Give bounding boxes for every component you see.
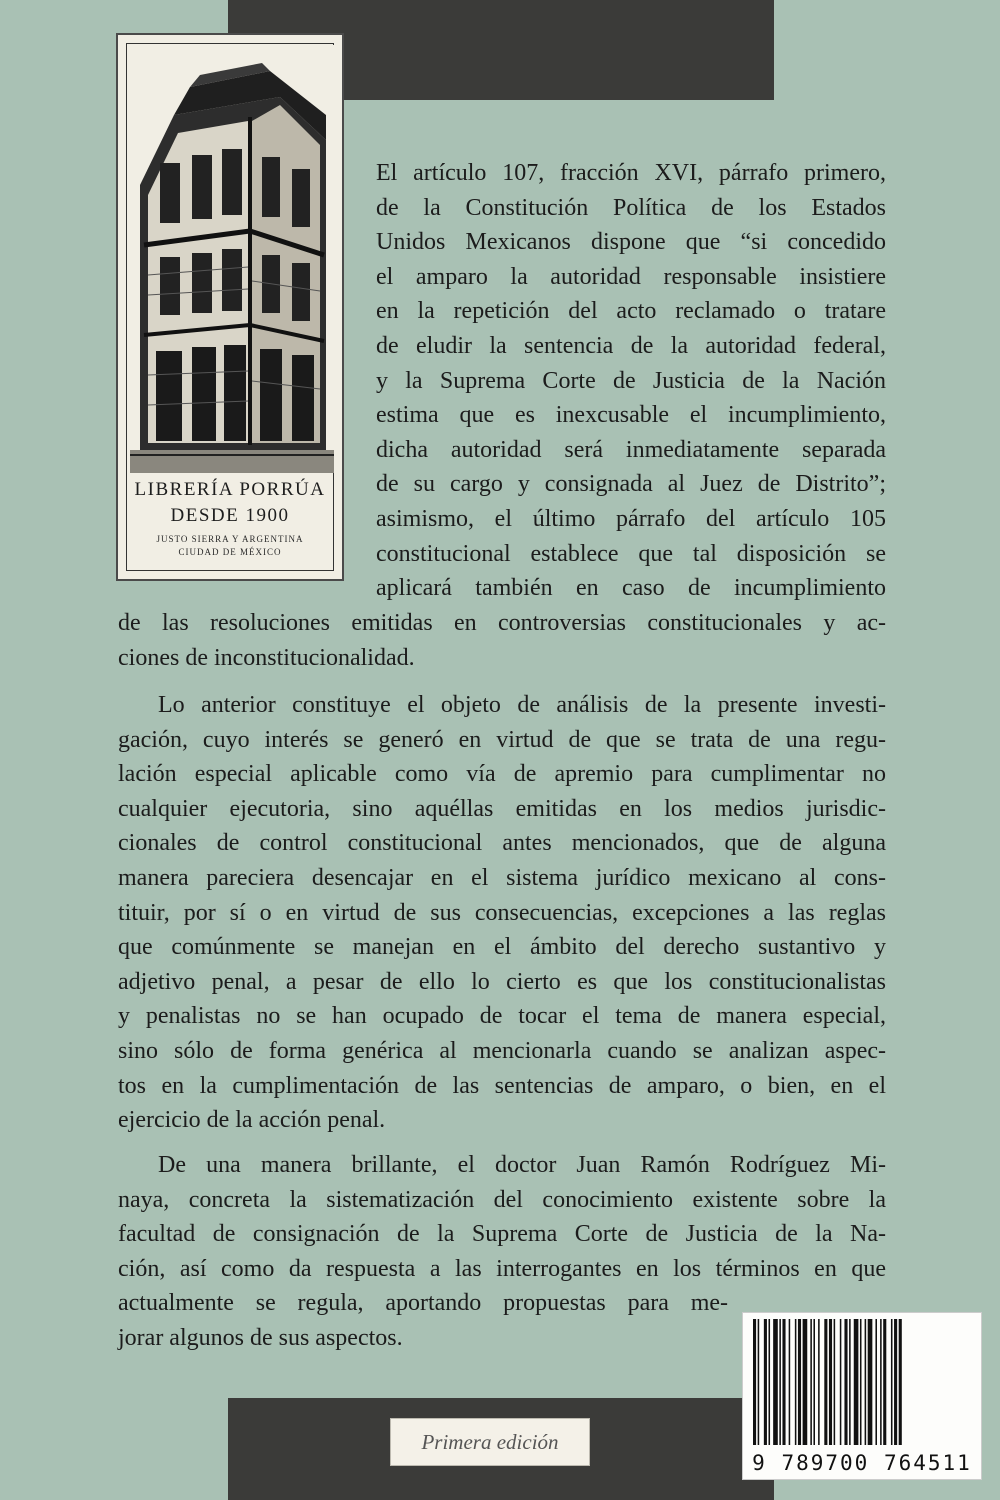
text-line: dicha autoridad será inmediatamente separada	[376, 436, 886, 463]
text-line: de la Constitución Política de los Estados	[376, 194, 886, 221]
paragraph-3-end	[118, 1286, 728, 1355]
text-line: lación especial aplicable como vía de apremio para cumplimentar no	[118, 761, 886, 788]
paragraph-1-continuation	[118, 606, 886, 675]
text-line: Unidos Mexicanos dispone que “si concedido	[376, 229, 886, 256]
text-line: y la Suprema Corte de Justicia de la Nación	[376, 367, 886, 394]
text-line: actualmente se regula, aportando propuestas para me-	[118, 1290, 728, 1316]
text-line: adjetivo penal, a pesar de ello lo cierto es que los constitucionalistas	[118, 968, 886, 995]
text-line: de las resoluciones emitidas en controversias constitucionales y ac-	[118, 610, 886, 636]
text-line: El artículo 107, fracción XVI, párrafo primero,	[376, 160, 886, 186]
publisher-emblem	[116, 33, 344, 581]
text-line: tos en la cumplimentación de las sentencias de amparo, o bien, en el	[118, 1072, 886, 1099]
text-line: constitucional establece que tal disposición se	[376, 540, 886, 567]
text-line: ciones de inconstitucionalidad.	[118, 644, 415, 671]
paragraph-3	[118, 1148, 886, 1286]
text-line: tituir, por sí o en virtud de sus consecuencias, excepciones a las reglas	[118, 899, 886, 926]
isbn-digits: 9 789700 764511	[752, 1451, 972, 1475]
text-line: que comúnmente se manejan en el ámbito del derecho sustantivo y	[118, 934, 886, 961]
text-line: sino sólo de forma genérica al mencionarla cuando se analizan aspec-	[118, 1037, 886, 1064]
emblem-title	[118, 477, 342, 529]
text-line: aplicará también en caso de incumplimiento	[376, 575, 886, 602]
emblem-address-line1: JUSTO SIERRA Y ARGENTINA	[156, 534, 304, 544]
emblem-title-line1: LIBRERÍA PORRÚA	[134, 479, 326, 500]
paragraph-1-beside-emblem	[376, 156, 886, 606]
text-line: ejercicio de la acción penal.	[118, 1107, 386, 1134]
text-line: jorar algunos de sus aspectos.	[118, 1324, 403, 1351]
text-line: naya, concreta la sistematización del conocimiento existente sobre la	[118, 1186, 886, 1213]
text-line: ción, así como da respuesta a las interrogantes en los términos en que	[118, 1255, 886, 1282]
text-line: y penalistas no se han ocupado de tocar el tema de manera especial,	[118, 1003, 886, 1030]
emblem-address	[118, 533, 342, 559]
text-line: cionales de control constitucional antes mencionados, que de alguna	[118, 830, 886, 857]
text-line: estima que es inexcusable el incumplimiento,	[376, 402, 886, 429]
edition-label: Primera edición	[390, 1418, 590, 1466]
bookstore-building-illustration	[130, 45, 334, 473]
text-line: manera pareciera desencajar en el sistema jurídico mexicano al cons-	[118, 864, 886, 891]
isbn-barcode	[742, 1312, 982, 1480]
text-line: facultad de consignación de la Suprema Corte de Justicia de la Na-	[118, 1221, 886, 1248]
text-line: de eludir la sentencia de la autoridad federal,	[376, 332, 886, 359]
text-line: asimismo, el último párrafo del artículo 105	[376, 505, 886, 532]
paragraph-2	[118, 688, 886, 1138]
emblem-title-line2: DESDE 1900	[170, 505, 290, 526]
barcode-bars-icon	[743, 1313, 981, 1451]
text-line: Lo anterior constituye el objeto de análisis de la presente investi-	[158, 692, 886, 718]
text-line: gación, cuyo interés se generó en virtud de que se trata de una regu-	[118, 726, 886, 753]
text-line: el amparo la autoridad responsable insistiere	[376, 263, 886, 290]
text-line: De una manera brillante, el doctor Juan Ramón Rodríguez Mi-	[158, 1152, 886, 1178]
text-line: en la repetición del acto reclamado o tratare	[376, 298, 886, 325]
text-line: de su cargo y consignada al Juez de Distrito”;	[376, 471, 886, 498]
text-line: cualquier ejecutoria, sino aquéllas emitidas en los medios jurisdic-	[118, 795, 886, 822]
emblem-address-line2: CIUDAD DE MÉXICO	[178, 547, 282, 557]
